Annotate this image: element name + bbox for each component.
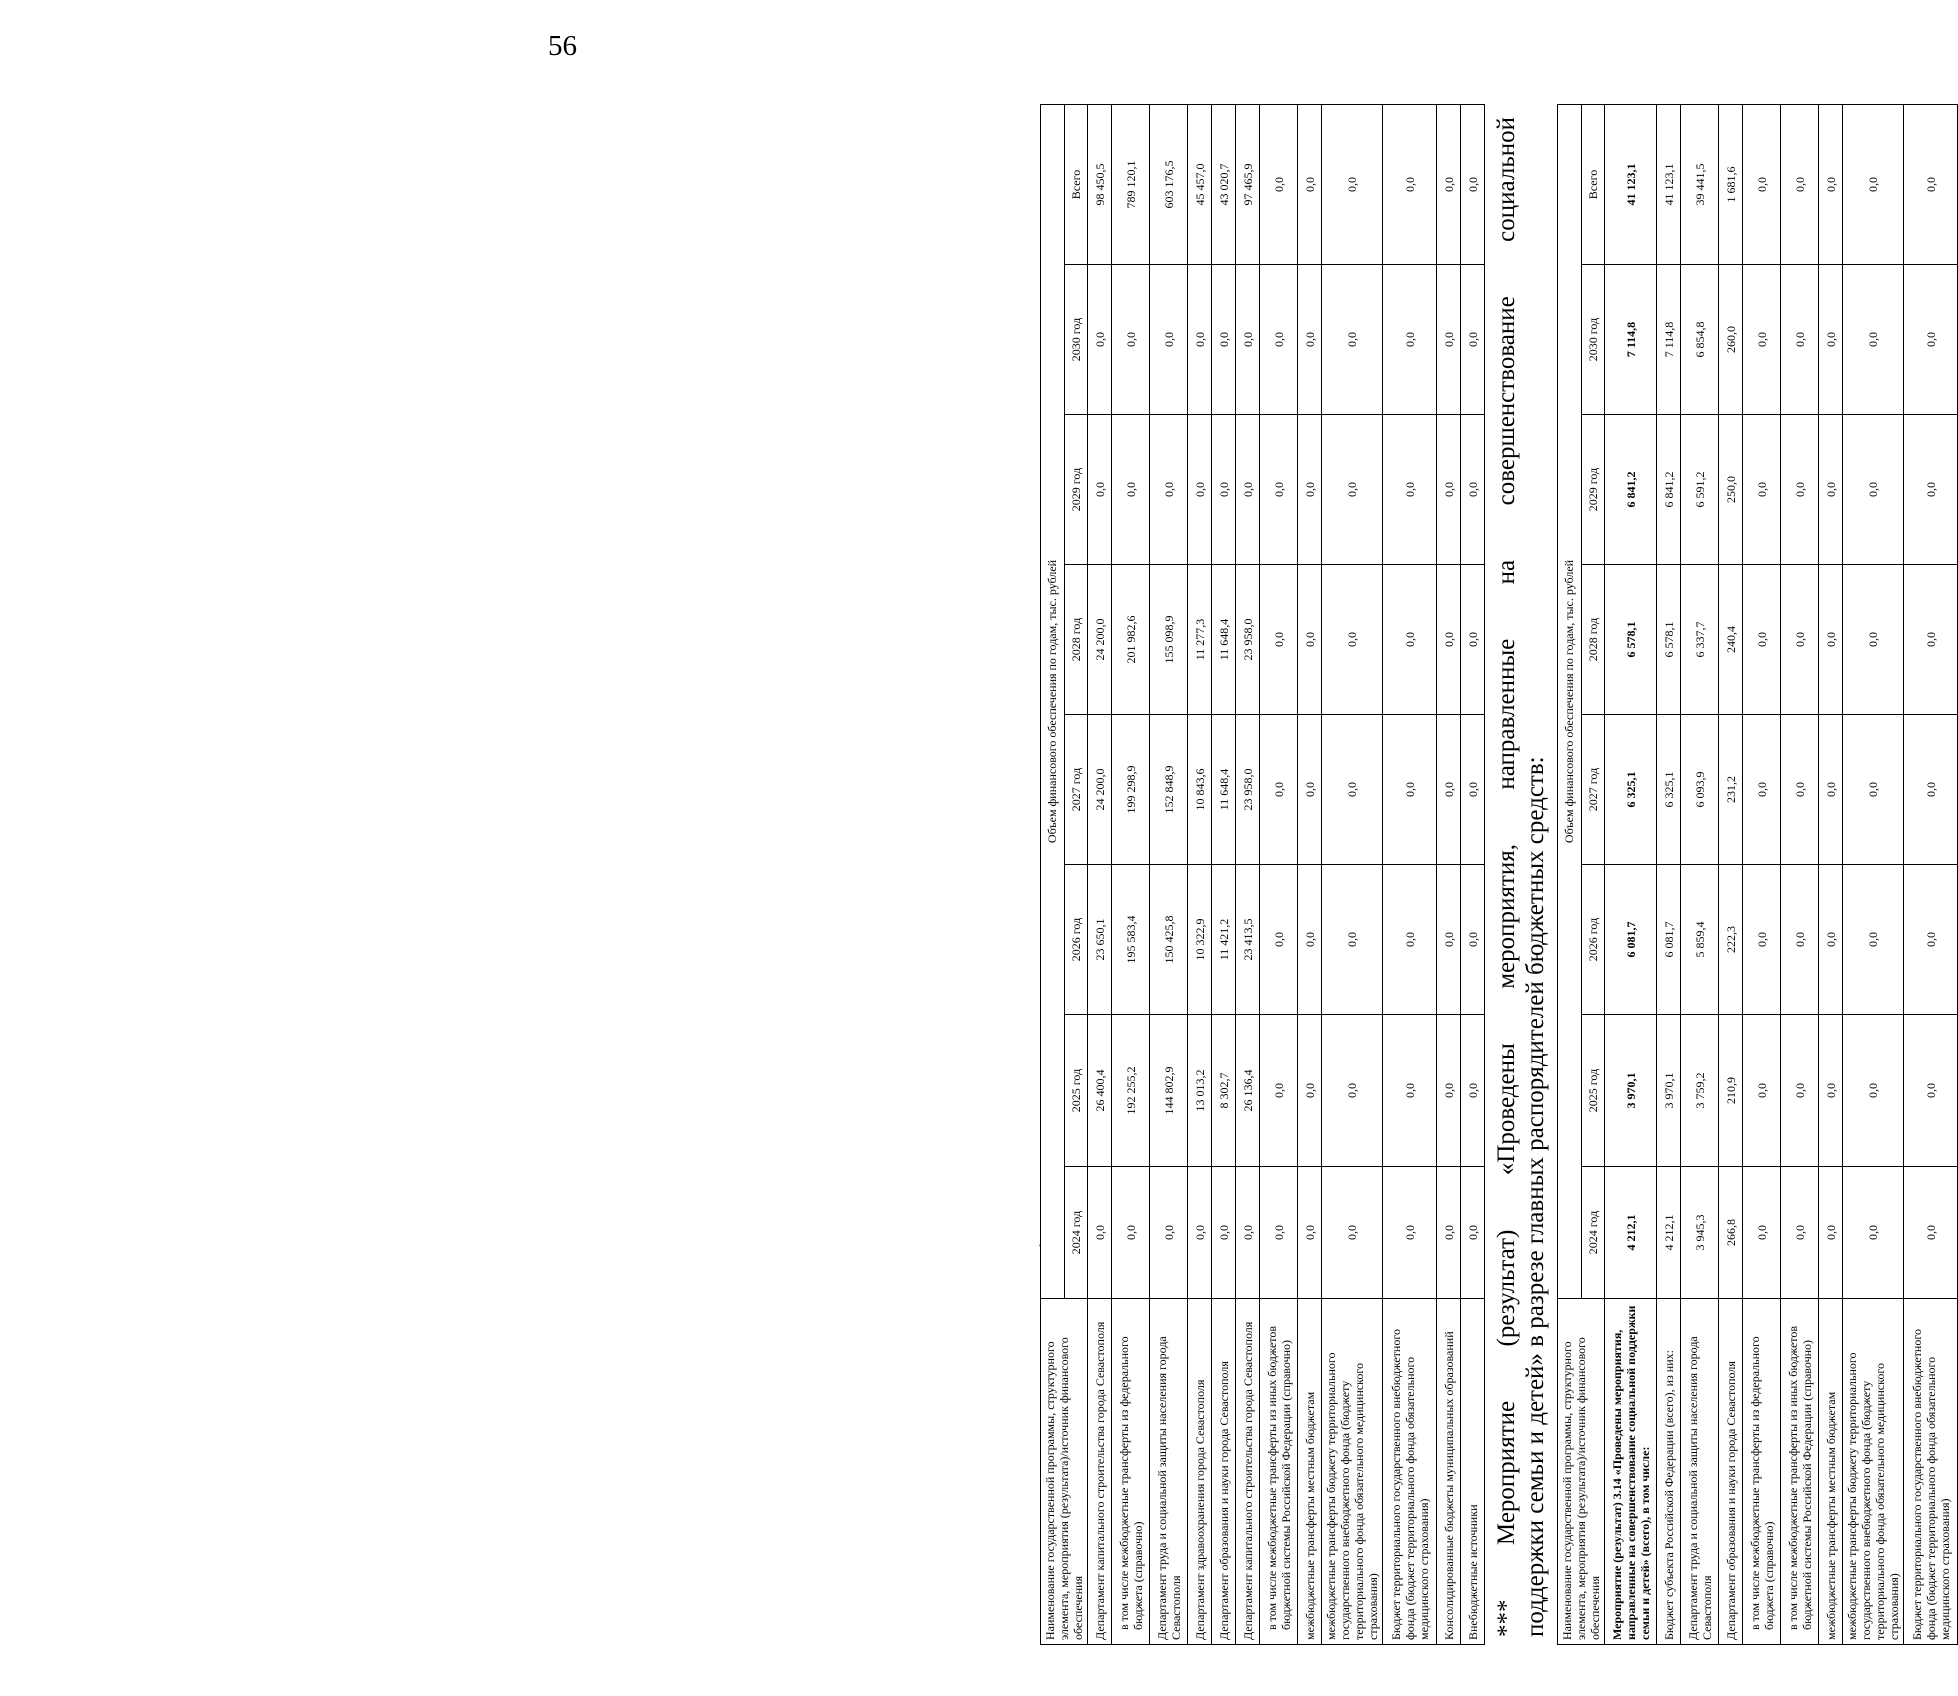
value-cell: 26 136,4: [1236, 1015, 1260, 1167]
table-row: [1904, 104, 1958, 1644]
value-cell: 6 325,1: [1657, 715, 1681, 865]
value-cell: 0,0: [1298, 865, 1322, 1015]
value-cell: 0,0: [1298, 415, 1322, 565]
value-cell: 6 578,1: [1657, 565, 1681, 715]
year-header: 2026 год: [1581, 865, 1605, 1015]
value-cell: 10 843,6: [1188, 715, 1212, 865]
heading-word: мероприятия,: [1493, 844, 1520, 989]
value-cell: 5 859,4: [1681, 865, 1719, 1015]
year-header: 2024 год: [1064, 1167, 1088, 1299]
row-name: Департамент труда и социальной защиты населения города Севастополя: [1150, 1299, 1188, 1645]
value-cell: 0,0: [1298, 565, 1322, 715]
row-name: межбюджетные трансферты бюджету территориального государственного внебюджетного фонда (бюджету территориального фонда обязательного медицинского страхования): [1322, 1299, 1383, 1645]
row-name: Департамент здравоохранения города Севастополя: [1188, 1299, 1212, 1645]
total-cell: 0,0: [1383, 104, 1437, 264]
row-name: Департамент образования и науки города Севастополя: [1212, 1299, 1236, 1645]
value-cell: 260,0: [1719, 265, 1743, 415]
value-cell: 0,0: [1383, 1167, 1437, 1299]
value-cell: 0,0: [1322, 865, 1383, 1015]
value-cell: 10 322,9: [1188, 865, 1212, 1015]
value-cell: 6 093,9: [1681, 715, 1719, 865]
value-cell: 0,0: [1088, 415, 1112, 565]
value-cell: 0,0: [1298, 1167, 1322, 1299]
year-header: 2025 год: [1064, 1015, 1088, 1167]
name-column-header: Наименование государственной программы, структурного элемента, мероприятия (результата)/источник финансового обеспечения: [1041, 1299, 1088, 1645]
value-cell: 0,0: [1461, 415, 1485, 565]
value-cell: 201 982,6: [1112, 565, 1150, 715]
table-row: [1322, 104, 1383, 1644]
value-cell: 6 591,2: [1681, 415, 1719, 565]
value-cell: 231,2: [1719, 715, 1743, 865]
value-cell: 0,0: [1743, 565, 1781, 715]
value-cell: 0,0: [1743, 1167, 1781, 1299]
value-cell: 0,0: [1212, 265, 1236, 415]
value-cell: 0,0: [1461, 265, 1485, 415]
value-cell: 150 425,8: [1150, 865, 1188, 1015]
table-row: [1719, 104, 1743, 1644]
value-cell: 0,0: [1437, 865, 1461, 1015]
value-cell: 23 413,5: [1236, 865, 1260, 1015]
value-cell: 0,0: [1843, 1015, 1904, 1167]
table-row: [1188, 104, 1212, 1644]
value-cell: 6 841,2: [1657, 415, 1681, 565]
value-cell: 0,0: [1461, 1167, 1485, 1299]
table-row: [1298, 104, 1322, 1644]
value-cell: 0,0: [1461, 865, 1485, 1015]
value-cell: 0,0: [1112, 415, 1150, 565]
table-row: [1743, 104, 1781, 1644]
value-cell: 0,0: [1437, 715, 1461, 865]
row-name: в том числе межбюджетные трансферты из иных бюджетов бюджетной системы Российской Федерации (справочно): [1260, 1299, 1298, 1645]
row-name: Бюджет территориального государственного внебюджетного фонда (бюджет территориального фонда обязательного медицинского страхования): [1383, 1299, 1437, 1645]
table-row: [1212, 104, 1236, 1644]
value-cell: 11 648,4: [1212, 565, 1236, 715]
value-cell: 0,0: [1843, 265, 1904, 415]
table-row: [1819, 104, 1843, 1644]
table-row: [1681, 104, 1719, 1644]
value-cell: 266,8: [1719, 1167, 1743, 1299]
value-cell: 0,0: [1743, 415, 1781, 565]
value-cell: 0,0: [1819, 865, 1843, 1015]
value-cell: 6 578,1: [1605, 565, 1657, 715]
table-row: [1260, 104, 1298, 1644]
value-cell: 4 212,1: [1605, 1167, 1657, 1299]
table-row: [1150, 104, 1188, 1644]
value-cell: 0,0: [1819, 265, 1843, 415]
value-cell: 0,0: [1843, 865, 1904, 1015]
total-cell: 0,0: [1781, 104, 1819, 264]
value-cell: 0,0: [1088, 1167, 1112, 1299]
total-cell: 41 123,1: [1657, 104, 1681, 264]
value-cell: 250,0: [1719, 415, 1743, 565]
financing-group-header: Объем финансового обеспечения по годам, тыс. рублей: [1558, 104, 1582, 1298]
value-cell: 199 298,9: [1112, 715, 1150, 865]
heading-line-1: [1492, 117, 1521, 1637]
value-cell: 0,0: [1743, 1015, 1781, 1167]
row-name: Мероприятие (результат) 3.14 «Проведены мероприятия, направленные на совершенствование социальной поддержки семьи и детей» (всего), в том числе:: [1605, 1299, 1657, 1645]
value-cell: 0,0: [1904, 565, 1958, 715]
total-cell: 0,0: [1843, 104, 1904, 264]
table-row: [1088, 104, 1112, 1644]
value-cell: 195 583,4: [1112, 865, 1150, 1015]
heading-word: (результат): [1493, 1229, 1520, 1347]
value-cell: 0,0: [1437, 1015, 1461, 1167]
value-cell: 0,0: [1904, 415, 1958, 565]
financing-table-top: [1040, 104, 1485, 1645]
value-cell: 3 970,1: [1605, 1015, 1657, 1167]
value-cell: 3 759,2: [1681, 1015, 1719, 1167]
value-cell: 0,0: [1322, 415, 1383, 565]
table-row: [1383, 104, 1437, 1644]
heading-word: ***: [1493, 1599, 1520, 1637]
value-cell: 0,0: [1781, 415, 1819, 565]
value-cell: 0,0: [1781, 1167, 1819, 1299]
table-row: [1605, 104, 1657, 1644]
value-cell: 3 945,3: [1681, 1167, 1719, 1299]
total-cell: 0,0: [1461, 104, 1485, 264]
row-name: Консолидированные бюджеты муниципальных образований: [1437, 1299, 1461, 1645]
total-cell: 45 457,0: [1188, 104, 1212, 264]
total-cell: 39 441,5: [1681, 104, 1719, 264]
value-cell: 0,0: [1260, 265, 1298, 415]
year-header: 2028 год: [1064, 565, 1088, 715]
value-cell: 0,0: [1383, 565, 1437, 715]
total-cell: 0,0: [1322, 104, 1383, 264]
total-cell: 0,0: [1437, 104, 1461, 264]
row-name: в том числе межбюджетные трансферты из федерального бюджета (справочно): [1112, 1299, 1150, 1645]
year-header: 2029 год: [1581, 415, 1605, 565]
value-cell: 0,0: [1437, 1167, 1461, 1299]
total-cell: 0,0: [1743, 104, 1781, 264]
value-cell: 6 854,8: [1681, 265, 1719, 415]
value-cell: 192 255,2: [1112, 1015, 1150, 1167]
value-cell: 0,0: [1150, 1167, 1188, 1299]
value-cell: 24 200,0: [1088, 565, 1112, 715]
value-cell: 6 325,1: [1605, 715, 1657, 865]
row-name: межбюджетные трансферты местным бюджетам: [1819, 1299, 1843, 1645]
section-heading: [1492, 117, 1554, 1637]
value-cell: 0,0: [1904, 865, 1958, 1015]
value-cell: 0,0: [1461, 1015, 1485, 1167]
value-cell: 0,0: [1819, 1015, 1843, 1167]
value-cell: 0,0: [1260, 715, 1298, 865]
total-cell: 0,0: [1819, 104, 1843, 264]
value-cell: 0,0: [1150, 415, 1188, 565]
value-cell: 0,0: [1904, 265, 1958, 415]
value-cell: 155 098,9: [1150, 565, 1188, 715]
value-cell: 240,4: [1719, 565, 1743, 715]
year-header: 2026 год: [1064, 865, 1088, 1015]
value-cell: 0,0: [1322, 1015, 1383, 1167]
value-cell: 7 114,8: [1605, 265, 1657, 415]
heading-word: «Проведены: [1493, 1043, 1520, 1176]
value-cell: 0,0: [1188, 265, 1212, 415]
year-header: 2029 год: [1064, 415, 1088, 565]
value-cell: 23 650,1: [1088, 865, 1112, 1015]
total-cell: 41 123,1: [1605, 104, 1657, 264]
value-cell: 0,0: [1188, 415, 1212, 565]
row-name: Департамент капитального строительства города Севастополя: [1088, 1299, 1112, 1645]
value-cell: 8 302,7: [1212, 1015, 1236, 1167]
value-cell: 0,0: [1236, 1167, 1260, 1299]
table-header-row: [1041, 104, 1065, 1644]
value-cell: 23 958,0: [1236, 715, 1260, 865]
table-body: [1605, 104, 1958, 1644]
value-cell: 0,0: [1383, 865, 1437, 1015]
row-name: межбюджетные трансферты местным бюджетам: [1298, 1299, 1322, 1645]
value-cell: 6 841,2: [1605, 415, 1657, 565]
value-cell: 6 081,7: [1605, 865, 1657, 1015]
year-header: 2030 год: [1581, 265, 1605, 415]
value-cell: 0,0: [1781, 265, 1819, 415]
total-header: Всего: [1581, 104, 1605, 264]
value-cell: 0,0: [1236, 415, 1260, 565]
row-name: Департамент образования и науки города Севастополя: [1719, 1299, 1743, 1645]
value-cell: 0,0: [1904, 1015, 1958, 1167]
value-cell: 24 200,0: [1088, 715, 1112, 865]
total-cell: 0,0: [1260, 104, 1298, 264]
table-row: [1843, 104, 1904, 1644]
value-cell: 0,0: [1843, 565, 1904, 715]
value-cell: 0,0: [1298, 1015, 1322, 1167]
total-cell: 97 465,9: [1236, 104, 1260, 264]
value-cell: 0,0: [1819, 415, 1843, 565]
value-cell: 0,0: [1260, 1167, 1298, 1299]
value-cell: 0,0: [1260, 565, 1298, 715]
value-cell: 0,0: [1743, 715, 1781, 865]
value-cell: 11 648,4: [1212, 715, 1236, 865]
table-row: [1657, 104, 1681, 1644]
value-cell: 0,0: [1743, 865, 1781, 1015]
value-cell: 0,0: [1437, 265, 1461, 415]
page-number: 56: [548, 30, 577, 62]
heading-word: Мероприятие: [1493, 1400, 1520, 1546]
value-cell: 0,0: [1260, 865, 1298, 1015]
value-cell: 0,0: [1112, 1167, 1150, 1299]
value-cell: 0,0: [1298, 715, 1322, 865]
value-cell: 6 081,7: [1657, 865, 1681, 1015]
row-name: Бюджет субъекта Российской Федерации (всего), из них:: [1657, 1299, 1681, 1645]
row-name: в том числе межбюджетные трансферты из иных бюджетов бюджетной системы Российской Федерации (справочно): [1781, 1299, 1819, 1645]
year-header: 2024 год: [1581, 1167, 1605, 1299]
value-cell: 152 848,9: [1150, 715, 1188, 865]
value-cell: 11 421,2: [1212, 865, 1236, 1015]
total-cell: 789 120,1: [1112, 104, 1150, 264]
value-cell: 13 013,2: [1188, 1015, 1212, 1167]
value-cell: 0,0: [1260, 415, 1298, 565]
value-cell: 0,0: [1150, 265, 1188, 415]
value-cell: 0,0: [1383, 415, 1437, 565]
value-cell: 4 212,1: [1657, 1167, 1681, 1299]
total-cell: 0,0: [1904, 104, 1958, 264]
value-cell: 0,0: [1819, 565, 1843, 715]
value-cell: 0,0: [1781, 715, 1819, 865]
row-name: межбюджетные трансферты бюджету территориального государственного внебюджетного фонда (бюджету территориального фонда обязательного медицинского страхования): [1843, 1299, 1904, 1645]
stray-mark: ·: [1038, 1238, 1042, 1252]
total-cell: 1 681,6: [1719, 104, 1743, 264]
value-cell: 0,0: [1212, 415, 1236, 565]
heading-word: социальной: [1493, 117, 1520, 242]
value-cell: 0,0: [1383, 1015, 1437, 1167]
row-name: Департамент труда и социальной защиты населения города Севастополя: [1681, 1299, 1719, 1645]
value-cell: 23 958,0: [1236, 565, 1260, 715]
value-cell: 0,0: [1260, 1015, 1298, 1167]
year-header: 2030 год: [1064, 265, 1088, 415]
value-cell: 222,3: [1719, 865, 1743, 1015]
value-cell: 0,0: [1843, 715, 1904, 865]
financing-table-bottom: [1557, 104, 1958, 1645]
value-cell: 0,0: [1322, 565, 1383, 715]
heading-line-2: поддержки семьи и детей» в разрезе главных распорядителей бюджетных средств:: [1522, 756, 1549, 1637]
value-cell: 0,0: [1743, 265, 1781, 415]
name-column-header: Наименование государственной программы, структурного элемента, мероприятия (результата)/источник финансового обеспечения: [1558, 1299, 1605, 1645]
total-cell: 98 450,5: [1088, 104, 1112, 264]
table-row: [1781, 104, 1819, 1644]
table-row: [1461, 104, 1485, 1644]
value-cell: 0,0: [1461, 715, 1485, 865]
value-cell: 26 400,4: [1088, 1015, 1112, 1167]
value-cell: 0,0: [1212, 1167, 1236, 1299]
value-cell: 0,0: [1112, 265, 1150, 415]
value-cell: 6 337,7: [1681, 565, 1719, 715]
row-name: Внебюджетные источники: [1461, 1299, 1485, 1645]
value-cell: 0,0: [1781, 865, 1819, 1015]
value-cell: 0,0: [1819, 715, 1843, 865]
value-cell: 144 802,9: [1150, 1015, 1188, 1167]
value-cell: 0,0: [1843, 1167, 1904, 1299]
row-name: в том числе межбюджетные трансферты из федерального бюджета (справочно): [1743, 1299, 1781, 1645]
value-cell: 0,0: [1437, 415, 1461, 565]
heading-word: на: [1493, 559, 1520, 585]
rotated-page-content: [1040, 105, 1952, 1645]
row-name: Бюджет территориального государственного внебюджетного фонда (бюджет территориального фонда обязательного медицинского страхования): [1904, 1299, 1958, 1645]
value-cell: 0,0: [1322, 715, 1383, 865]
table-row: [1437, 104, 1461, 1644]
year-header: 2028 год: [1581, 565, 1605, 715]
value-cell: 7 114,8: [1657, 265, 1681, 415]
value-cell: 0,0: [1383, 715, 1437, 865]
value-cell: 0,0: [1322, 265, 1383, 415]
value-cell: 0,0: [1461, 565, 1485, 715]
value-cell: 0,0: [1298, 265, 1322, 415]
total-cell: 603 176,5: [1150, 104, 1188, 264]
year-header: 2027 год: [1064, 715, 1088, 865]
table-row: [1236, 104, 1260, 1644]
value-cell: 0,0: [1819, 1167, 1843, 1299]
total-cell: 0,0: [1298, 104, 1322, 264]
value-cell: 0,0: [1236, 265, 1260, 415]
value-cell: 0,0: [1904, 715, 1958, 865]
year-header: 2027 год: [1581, 715, 1605, 865]
value-cell: 0,0: [1188, 1167, 1212, 1299]
value-cell: 0,0: [1781, 565, 1819, 715]
row-name: Департамент капитального строительства города Севастополя: [1236, 1299, 1260, 1645]
total-header: Всего: [1064, 104, 1088, 264]
value-cell: 0,0: [1904, 1167, 1958, 1299]
heading-word: совершенствование: [1493, 296, 1520, 506]
value-cell: 0,0: [1437, 565, 1461, 715]
value-cell: 0,0: [1383, 265, 1437, 415]
value-cell: 0,0: [1322, 1167, 1383, 1299]
value-cell: 0,0: [1088, 265, 1112, 415]
value-cell: 11 277,3: [1188, 565, 1212, 715]
table-body: [1088, 104, 1485, 1644]
table-row: [1112, 104, 1150, 1644]
value-cell: 0,0: [1843, 415, 1904, 565]
value-cell: 210,9: [1719, 1015, 1743, 1167]
total-cell: 43 020,7: [1212, 104, 1236, 264]
year-header: 2025 год: [1581, 1015, 1605, 1167]
value-cell: 0,0: [1781, 1015, 1819, 1167]
heading-word: направленные: [1493, 638, 1520, 790]
financing-group-header: Объем финансового обеспечения по годам, тыс. рублей: [1041, 104, 1065, 1298]
table-header-row: [1558, 104, 1582, 1644]
value-cell: 3 970,1: [1657, 1015, 1681, 1167]
